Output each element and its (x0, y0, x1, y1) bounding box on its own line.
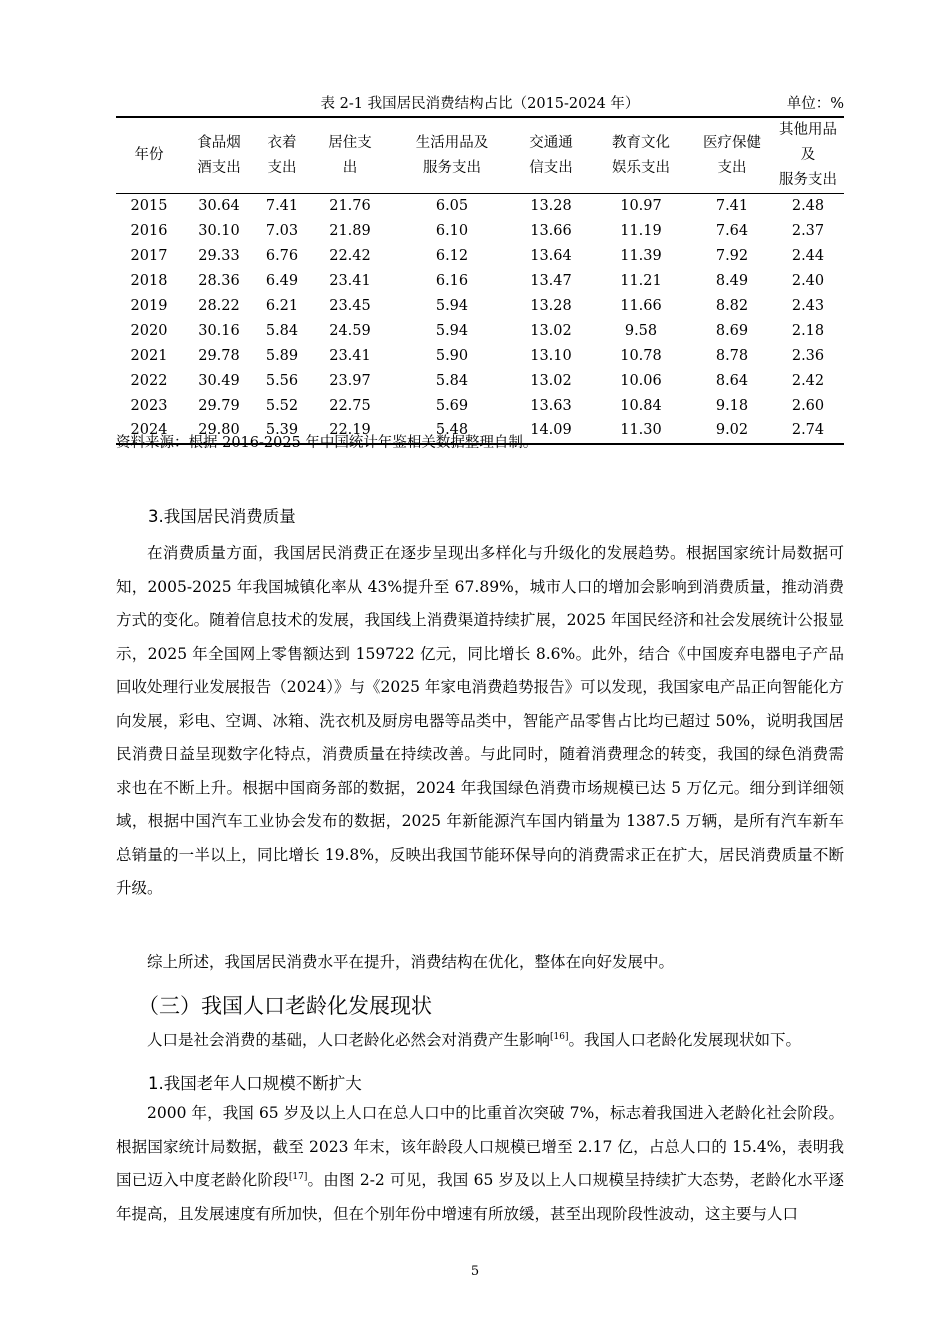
table-cell: 5.39 (256, 418, 308, 444)
table-cell: 5.84 (435, 372, 469, 389)
table-cell: 2.18 (791, 322, 825, 339)
table-cell: 11.19 (620, 223, 662, 240)
table-cell: 29.33 (198, 248, 240, 265)
table-cell-year: 2024 (116, 418, 182, 444)
table-cell: 8.69 (715, 322, 749, 339)
table-cell: 9.02 (692, 418, 772, 444)
table-cell: 5.48 (392, 418, 512, 444)
table-row (116, 194, 844, 219)
table-cell: 13.63 (530, 397, 572, 414)
table-cell: 13.28 (530, 298, 572, 314)
table-cell: 10.97 (620, 198, 662, 215)
header-education: 教育文化 娱乐支出 (590, 117, 692, 194)
table-cell: 30.10 (198, 223, 240, 240)
table-cell: 5.84 (265, 322, 299, 339)
paragraph-consumption-quality: 在消费质量方面，我国居民消费正在逐步呈现出多样化与升级化的发展趋势。根据国家统计局数据可知，2005-2025 年我国城镇化率从 43%提升至 67.89%，城市人口的增加会影响到消费质量，推动消费方式的变化。随着信息技术的发展，我国线上消费渠道持续扩展，2025 年国民经济和社会发展统计公报显示，2025 年全国网上零售额达到 159722 亿元，同比增长 8.6%。此外，结合《中国废弃电器电子产品回收处理行业发展报告（2024）》与《2025 年家电消费趋势报告》可以发现，我国家电产品正向智能化方向发展，彩电、空调、冰箱、洗衣机及厨房电器等品类中，智能产品零售占比均已超过 50%，说明我国居民消费日益呈现数字化特点，消费质量在持续改善。与此同时，随着消费理念的转变，我国的绿色消费需求也在不断上升。根据中国商务部的数据，2024 年我国绿色消费市场规模已达 5 万亿元。细分到详细领域，根据中国汽车工业协会发布的数据，2025 年新能源汽车国内销量为 1387.5 万辆，是所有汽车新车总销量的一半以上，同比增长 19.8%，反映出我国节能环保导向的消费需求正在扩大，居民消费质量不断升级。 (116, 544, 844, 897)
header-clothing: 衣着 支出 (256, 117, 308, 194)
table-cell: 28.22 (198, 298, 240, 314)
table-cell: 7.03 (265, 223, 299, 240)
table-cell: 23.45 (329, 298, 371, 314)
table-cell: 6.05 (435, 198, 469, 215)
table-cell: 5.56 (265, 372, 299, 389)
table-cell-year: 2021 (130, 347, 168, 364)
table-cell: 23.41 (329, 273, 371, 290)
table-cell: 8.49 (715, 273, 749, 290)
table-cell: 6.16 (435, 273, 469, 290)
table-cell-year: 2017 (130, 248, 168, 265)
table-cell: 10.78 (620, 347, 662, 364)
header-year: 年份 (116, 117, 182, 194)
table-cell: 28.36 (198, 273, 240, 290)
table-cell: 9.58 (624, 322, 658, 339)
table-cell-year: 2015 (130, 198, 168, 215)
table-row (116, 318, 844, 343)
table-cell: 5.94 (435, 298, 469, 314)
table-cell: 8.82 (715, 298, 749, 314)
table-cell: 10.84 (620, 397, 662, 414)
table-cell: 11.30 (590, 418, 692, 444)
table-title: 表 2-1 我国居民消费结构占比（2015-2024 年） (320, 96, 640, 112)
page-number: 5 (470, 1264, 480, 1279)
table-cell: 13.02 (530, 322, 572, 339)
paragraph-aging-intro: 人口是社会消费的基础，人口老龄化必然会对消费产生影响[16]。我国人口老龄化发展现状如下。 (147, 1031, 802, 1049)
paragraph-summary: 综上所述，我国居民消费水平在提升，消费结构在优化，整体在向好发展中。 (147, 953, 675, 971)
table-cell: 13.10 (530, 347, 572, 364)
table-cell: 13.64 (530, 248, 572, 265)
table-cell: 2.74 (772, 418, 844, 444)
table-cell: 6.49 (265, 273, 299, 290)
table-cell: 5.89 (265, 347, 299, 364)
header-household-goods: 生活用品及 服务支出 (392, 117, 512, 194)
table-row (116, 368, 844, 393)
table-cell: 10.06 (620, 372, 662, 389)
table-cell-year: 2019 (130, 298, 168, 314)
table-cell: 14.09 (512, 418, 590, 444)
header-housing: 居住支 出 (308, 117, 392, 194)
table-cell: 23.97 (329, 372, 371, 389)
table-cell-year: 2018 (130, 273, 168, 290)
table-cell: 22.75 (329, 397, 371, 414)
table-cell: 6.10 (435, 223, 469, 240)
table-cell: 29.78 (198, 347, 240, 364)
table-cell: 2.48 (791, 198, 825, 215)
table-cell: 2.37 (791, 223, 825, 240)
table-header (116, 117, 844, 194)
header-transport: 交通通 信支出 (512, 117, 590, 194)
table-row (116, 244, 844, 269)
table-cell: 13.02 (530, 372, 572, 389)
table-cell: 2.36 (791, 347, 825, 364)
paragraph-elderly-population: 2000 年，我国 65 岁及以上人口在总人口中的比重首次突破 7%，标志着我国进入老龄化社会阶段。根据国家统计局数据，截至 2023 年末，该年龄段人口规模已增至 2.17 亿，占总人口的 15.4%，表明我国已迈入中度老龄化阶段[17]。由图 2-2 可见，我国 65 岁及以上人口规模呈持续扩大态势，老龄化水平逐年提高，且发展速度有所加快，但在个别年份中增速有所放缓，甚至出现阶段性波动，这主要与人口 (116, 1104, 844, 1223)
table-cell: 23.41 (329, 347, 371, 364)
table-caption (116, 92, 844, 116)
table-cell: 11.21 (620, 273, 662, 290)
table-cell: 6.12 (435, 248, 469, 265)
table-row (116, 219, 844, 244)
citation-17: [17] (288, 1171, 308, 1182)
table-cell: 8.78 (715, 347, 749, 364)
table-cell: 5.69 (435, 397, 469, 414)
table-cell: 30.64 (198, 198, 240, 215)
table-source-note: 资料来源：根据 2016-2025 年中国统计年鉴相关数据整理自制。 (116, 435, 538, 451)
table-cell: 30.49 (198, 372, 240, 389)
subheading-elderly-population: 1.我国老年人口规模不断扩大 (148, 1074, 362, 1093)
table-cell: 2.40 (791, 273, 825, 290)
table-cell: 6.21 (265, 298, 299, 314)
table-cell-year: 2022 (130, 372, 168, 389)
table-body (116, 194, 844, 444)
table-cell: 9.18 (715, 397, 749, 414)
table-cell: 13.66 (530, 223, 572, 240)
table-cell: 11.39 (620, 248, 662, 265)
table-row (116, 343, 844, 368)
table-cell: 30.16 (198, 322, 240, 339)
table-cell: 13.47 (530, 273, 572, 290)
table-cell: 2.43 (791, 298, 825, 314)
table-row (116, 393, 844, 418)
section-heading-aging: （三）我国人口老龄化发展现状 (138, 994, 432, 1018)
table-cell: 7.41 (715, 198, 749, 215)
consumption-structure-table (116, 116, 844, 445)
header-food: 食品烟 酒支出 (182, 117, 256, 194)
table-cell: 13.28 (530, 198, 572, 215)
table-cell: 8.64 (715, 372, 749, 389)
citation-16: [16] (550, 1031, 569, 1042)
table-cell: 7.41 (265, 198, 299, 215)
table-cell: 21.89 (329, 223, 371, 240)
table-cell: 5.52 (265, 397, 299, 414)
table-cell: 6.76 (265, 248, 299, 265)
table-cell: 11.66 (620, 298, 662, 314)
table-cell: 5.90 (435, 347, 469, 364)
header-healthcare: 医疗保健 支出 (692, 117, 772, 194)
table-cell: 2.44 (791, 248, 825, 265)
table-cell-year: 2016 (130, 223, 168, 240)
table-cell: 2.60 (791, 397, 825, 414)
table-header-row (116, 117, 844, 194)
table-cell: 29.79 (198, 397, 240, 414)
table-cell-year: 2020 (130, 322, 168, 339)
table-cell: 7.92 (715, 248, 749, 265)
table-cell: 7.64 (715, 223, 749, 240)
table-row (116, 269, 844, 294)
table-cell: 29.80 (182, 418, 256, 444)
table-cell-year: 2023 (130, 397, 168, 414)
table-cell: 24.59 (329, 322, 371, 339)
table-cell: 5.94 (435, 322, 469, 339)
section-heading-consumption-quality: 3.我国居民消费质量 (148, 507, 296, 526)
table-unit: 单位：% (786, 96, 844, 112)
table-row (116, 294, 844, 319)
table-cell: 22.42 (329, 248, 371, 265)
header-other: 其他用品及 服务支出 (772, 117, 844, 194)
table-cell: 2.42 (791, 372, 825, 389)
table-cell: 21.76 (329, 198, 371, 215)
table-cell: 22.19 (308, 418, 392, 444)
